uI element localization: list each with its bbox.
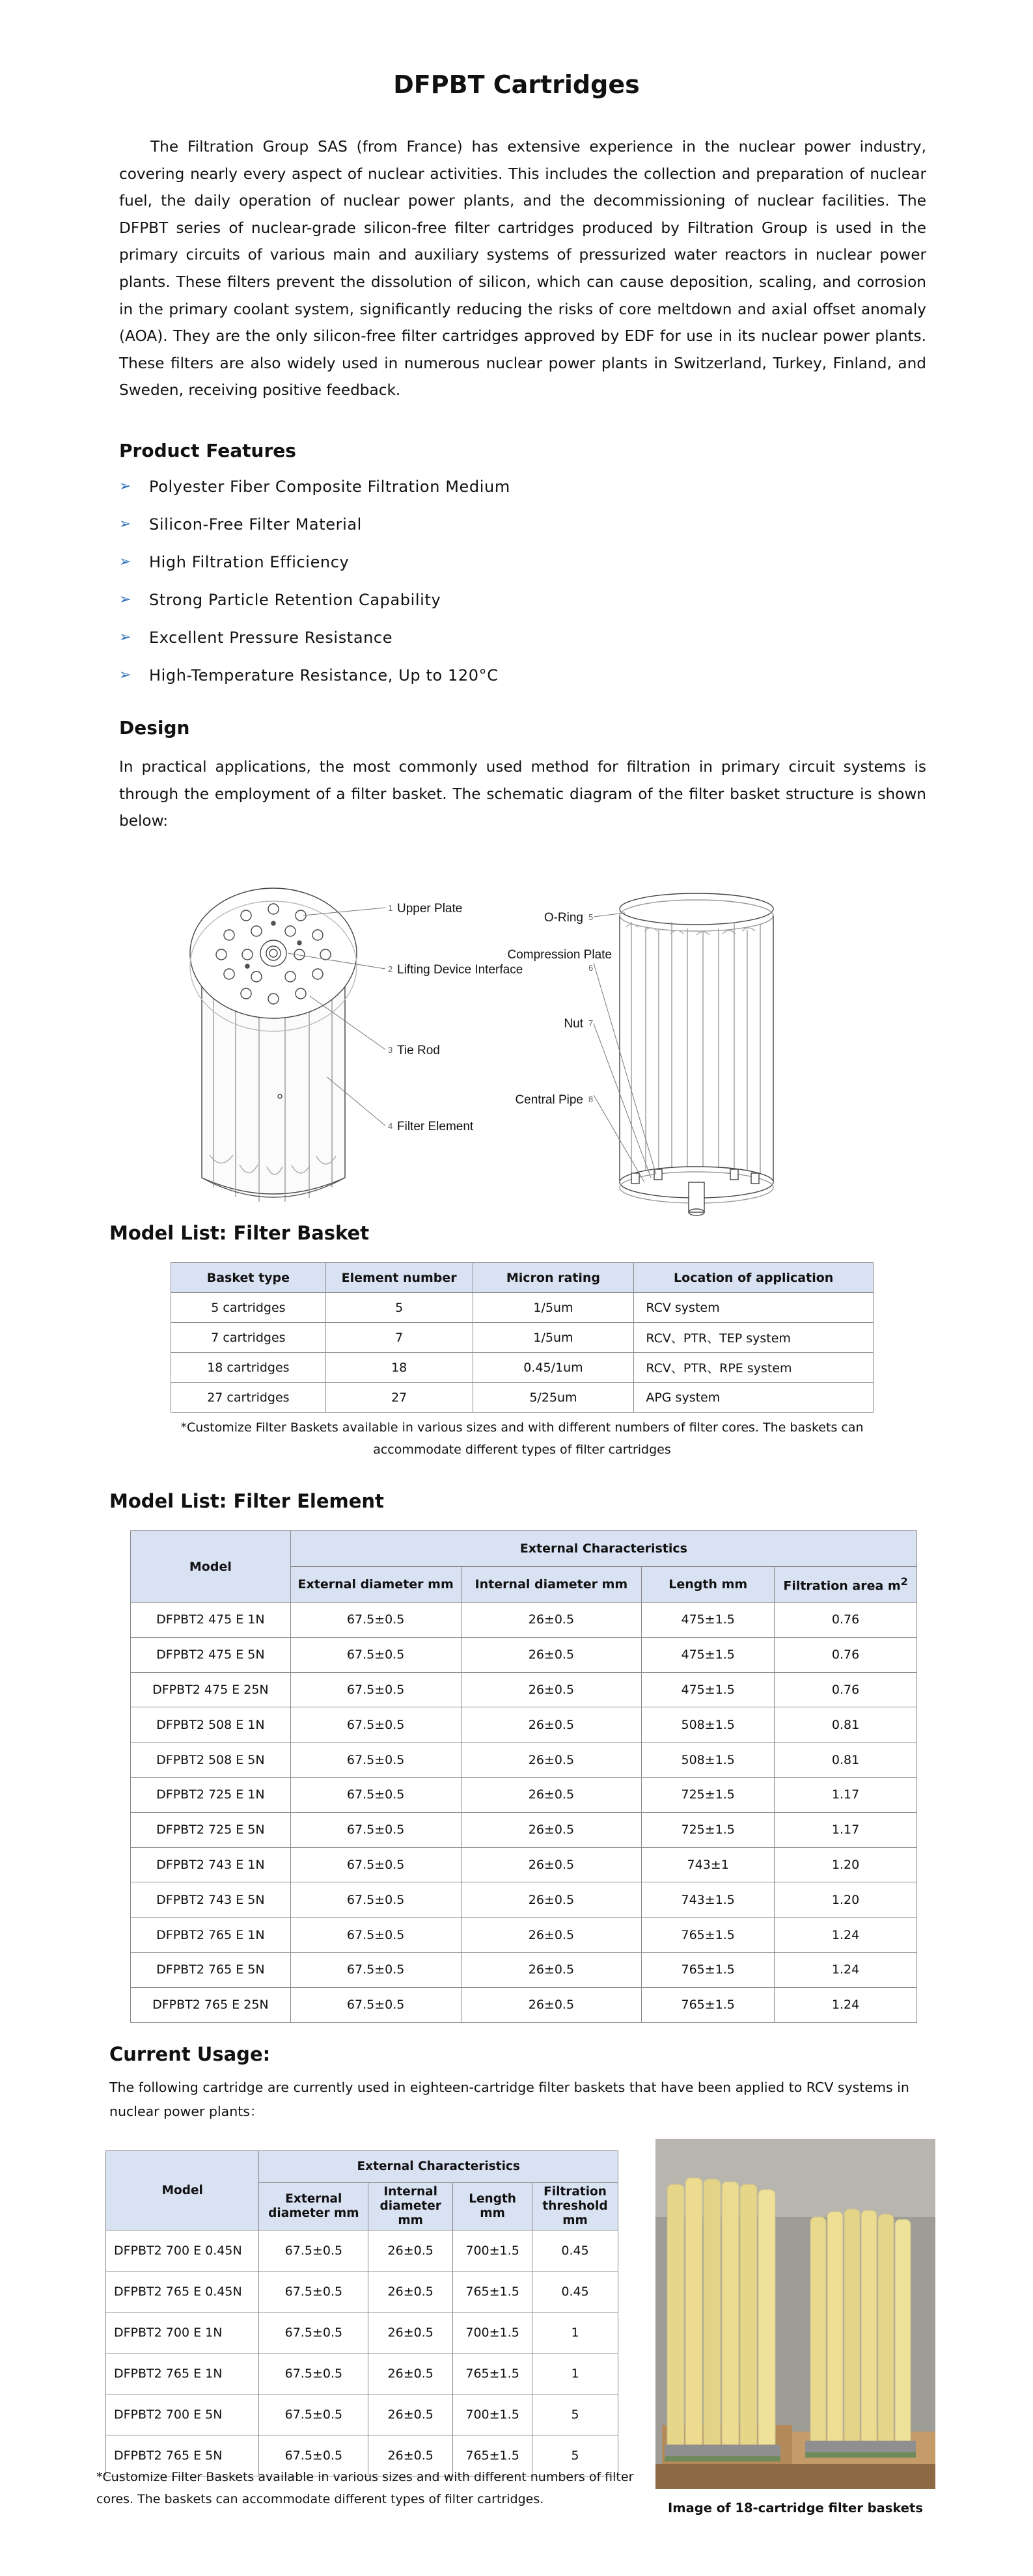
table-cell: 26±0.5	[368, 2435, 453, 2476]
table-cell: 26±0.5	[461, 1918, 642, 1953]
table-cell: 67.5±0.5	[290, 1672, 461, 1707]
table-cell: 508±1.5	[642, 1707, 775, 1742]
feature-text: Excellent Pressure Resistance	[149, 629, 393, 647]
label-compression-plate: Compression Plate	[507, 948, 612, 962]
table-cell: 765±1.5	[642, 1952, 775, 1987]
table-cell: DFPBT2 765 E 5N	[106, 2435, 259, 2476]
usage-heading: Current Usage:	[109, 2043, 271, 2065]
table-cell: DFPBT2 508 E 1N	[131, 1707, 291, 1742]
table-cell: DFPBT2 765 E 0.45N	[106, 2271, 259, 2312]
table-row	[131, 1742, 917, 1778]
col-header-line: Filtration	[544, 2185, 607, 2199]
col-header	[453, 2183, 532, 2230]
arrow-bullet-icon: ➢	[119, 516, 132, 532]
feature-item	[119, 477, 510, 515]
table-cell: 26±0.5	[461, 1847, 642, 1882]
label-o-ring: O-Ring	[544, 911, 583, 925]
table-cell: 26±0.5	[368, 2312, 453, 2353]
feature-text: Strong Particle Retention Capability	[149, 591, 441, 609]
table-cell: RCV、PTR、RPE system	[634, 1353, 874, 1383]
table-row	[131, 1952, 917, 1987]
table-cell: 67.5±0.5	[290, 1882, 461, 1918]
table-cell: DFPBT2 743 E 1N	[131, 1847, 291, 1882]
feature-text: Polyester Fiber Composite Filtration Medium	[149, 478, 510, 496]
label-upper-plate: Upper Plate	[397, 902, 463, 915]
right-basket-drawing	[620, 893, 773, 1215]
table-cell: 67.5±0.5	[290, 1637, 461, 1672]
table-cell: 26±0.5	[368, 2230, 453, 2271]
col-header-line: Length	[469, 2192, 516, 2206]
table-row	[131, 1918, 917, 1953]
features-list	[119, 477, 510, 703]
photo-caption: Image of 18-cartridge filter baskets	[668, 2501, 923, 2515]
table-cell: 765±1.5	[642, 1987, 775, 2022]
table-cell: DFPBT2 765 E 1N	[106, 2353, 259, 2394]
feature-text: High Filtration Efficiency	[149, 553, 350, 571]
table-cell: 1.17	[775, 1812, 917, 1847]
table-cell: 67.5±0.5	[259, 2312, 368, 2353]
table-cell: 27	[325, 1383, 473, 1413]
table-cell: 5	[532, 2394, 618, 2435]
arrow-bullet-icon: ➢	[119, 478, 132, 495]
table-row	[131, 1707, 917, 1742]
label-nut: Nut	[564, 1017, 583, 1031]
table-cell: DFPBT2 765 E 1N	[131, 1918, 291, 1953]
table-cell: APG system	[634, 1383, 874, 1413]
table-cell: 26±0.5	[461, 1672, 642, 1707]
col-header: External diameter mm	[290, 1567, 461, 1603]
table-row	[106, 2230, 618, 2271]
page-title: DFPBT Cartridges	[393, 70, 640, 99]
col-header: Length mm	[642, 1567, 775, 1603]
table-row	[131, 1847, 917, 1882]
label-num-4: 4	[388, 1121, 393, 1131]
table-cell: 743±1.5	[642, 1882, 775, 1918]
table-cell: 765±1.5	[453, 2435, 532, 2476]
label-lifting-device: Lifting Device Interface	[397, 963, 523, 977]
table-cell: 743±1	[642, 1847, 775, 1882]
table-cell: DFPBT2 743 E 5N	[131, 1882, 291, 1918]
table-header-row	[106, 2151, 618, 2183]
table-row	[131, 1882, 917, 1918]
col-header-line: mm	[562, 2214, 588, 2227]
col-header: Internal diameter mm	[461, 1567, 642, 1603]
table-cell: 5/25um	[473, 1383, 634, 1413]
arrow-bullet-icon: ➢	[119, 591, 132, 608]
table-row	[131, 1603, 917, 1638]
table-cell: 7 cartridges	[171, 1323, 326, 1353]
model-header: Model	[131, 1531, 291, 1603]
design-paragraph: In practical applications, the most commonly used method for filtration in primary circuit systems is through the employment of a filter basket. The schematic diagram of the filter basket structure is shown below:	[119, 758, 926, 830]
table-cell: 26±0.5	[461, 1603, 642, 1638]
label-num-2: 2	[388, 964, 393, 974]
left-basket-drawing	[190, 888, 357, 1202]
table-cell: DFPBT2 475 E 25N	[131, 1672, 291, 1707]
table-cell: 67.5±0.5	[259, 2435, 368, 2476]
table-cell: 475±1.5	[642, 1603, 775, 1638]
table-cell: 0.45	[532, 2271, 618, 2312]
usage-paragraph: The following cartridge are currently used in eighteen-cartridge filter baskets that have been applied to RCV systems in nuclear power plants：	[109, 2080, 909, 2119]
label-tie-rod: Tie Rod	[397, 1044, 440, 1057]
table-cell: 1.24	[775, 1987, 917, 2022]
basket-table	[171, 1262, 874, 1413]
col-header	[259, 2183, 368, 2230]
table-cell: 1	[532, 2312, 618, 2353]
col-header-line: mm	[398, 2214, 423, 2227]
model-header: Model	[106, 2151, 259, 2230]
usage-note-line: cores. The baskets can accommodate different types of filter cartridges.	[96, 2492, 544, 2506]
table-cell: 700±1.5	[453, 2312, 532, 2353]
label-central-pipe: Central Pipe	[515, 1093, 583, 1107]
table-cell: 1	[532, 2353, 618, 2394]
element-table	[130, 1530, 917, 2023]
table-cell: 5 cartridges	[171, 1293, 326, 1323]
table-cell: 0.81	[775, 1707, 917, 1742]
feature-item	[119, 628, 510, 666]
col-header: Location of application	[634, 1263, 874, 1293]
table-cell: DFPBT2 508 E 5N	[131, 1742, 291, 1778]
label-num-3: 3	[388, 1045, 393, 1055]
feature-item	[119, 666, 510, 703]
table-row	[131, 1637, 917, 1672]
table-cell: 26±0.5	[461, 1952, 642, 1987]
table-cell: 67.5±0.5	[290, 1987, 461, 2022]
table-cell: 26±0.5	[461, 1812, 642, 1847]
table-cell: 1.20	[775, 1882, 917, 1918]
filter-basket-photo	[655, 2139, 935, 2489]
table-header-row	[171, 1263, 874, 1293]
basket-note-line: *Customize Filter Baskets available in various sizes and with different numbers of filter cores. The baskets can	[180, 1420, 864, 1435]
table-row	[106, 2312, 618, 2353]
table-cell: 67.5±0.5	[259, 2353, 368, 2394]
table-row	[171, 1323, 874, 1353]
table-cell: DFPBT2 765 E 5N	[131, 1952, 291, 1987]
arrow-bullet-icon: ➢	[119, 629, 132, 645]
table-cell: 67.5±0.5	[290, 1707, 461, 1742]
table-cell: 7	[325, 1323, 473, 1353]
element-heading: Model List: Filter Element	[109, 1490, 384, 1512]
col-header-text: Filtration area m	[783, 1579, 901, 1593]
table-cell: 67.5±0.5	[290, 1847, 461, 1882]
col-header-line: External	[285, 2192, 342, 2206]
table-row	[171, 1383, 874, 1413]
col-header-filtration-area	[775, 1567, 917, 1603]
table-cell: 67.5±0.5	[290, 1777, 461, 1812]
table-cell: 765±1.5	[453, 2271, 532, 2312]
table-cell: 0.76	[775, 1637, 917, 1672]
table-row	[171, 1353, 874, 1383]
table-cell: 0.45/1um	[473, 1353, 634, 1383]
table-cell: RCV、PTR、TEP system	[634, 1323, 874, 1353]
table-cell: 5	[532, 2435, 618, 2476]
table-cell: 0.81	[775, 1742, 917, 1778]
table-cell: 67.5±0.5	[290, 1603, 461, 1638]
label-num-7: 7	[588, 1018, 594, 1028]
group-header: External Characteristics	[259, 2151, 618, 2183]
label-num-8: 8	[588, 1094, 594, 1104]
table-cell: 725±1.5	[642, 1777, 775, 1812]
basket-note	[171, 1417, 874, 1461]
design-heading: Design	[119, 717, 190, 739]
col-header: Micron rating	[473, 1263, 634, 1293]
table-cell: 27 cartridges	[171, 1383, 326, 1413]
basket-note-line: accommodate different types of filter cartridges	[373, 1443, 671, 1457]
table-cell: 1/5um	[473, 1293, 634, 1323]
table-row	[106, 2353, 618, 2394]
table-cell: 26±0.5	[461, 1987, 642, 2022]
table-cell: 18 cartridges	[171, 1353, 326, 1383]
table-cell: 1.20	[775, 1847, 917, 1882]
arrow-bullet-icon: ➢	[119, 667, 132, 683]
usage-table	[105, 2150, 618, 2476]
table-cell: RCV system	[634, 1293, 874, 1323]
table-cell: 18	[325, 1353, 473, 1383]
table-cell: 67.5±0.5	[290, 1952, 461, 1987]
table-cell: 26±0.5	[368, 2394, 453, 2435]
table-cell: 26±0.5	[368, 2353, 453, 2394]
table-cell: DFPBT2 725 E 5N	[131, 1812, 291, 1847]
table-cell: 475±1.5	[642, 1672, 775, 1707]
table-row	[106, 2394, 618, 2435]
table-cell: 700±1.5	[453, 2230, 532, 2271]
usage-note-line: *Customize Filter Baskets available in various sizes and with different numbers of filter	[96, 2470, 634, 2484]
table-cell: 508±1.5	[642, 1742, 775, 1778]
table-cell: 67.5±0.5	[259, 2394, 368, 2435]
usage-note	[96, 2466, 637, 2510]
table-cell: 26±0.5	[461, 1882, 642, 1918]
col-header-line: Internal	[383, 2185, 437, 2199]
table-cell: 26±0.5	[461, 1707, 642, 1742]
table-cell: 765±1.5	[453, 2353, 532, 2394]
feature-item	[119, 590, 510, 628]
col-header-line: diameter	[379, 2199, 441, 2213]
basket-heading: Model List: Filter Basket	[109, 1222, 370, 1244]
table-cell: DFPBT2 475 E 1N	[131, 1603, 291, 1638]
col-header-line: mm	[480, 2206, 505, 2220]
feature-item	[119, 552, 510, 590]
intro-paragraph: The Filtration Group SAS (from France) has extensive experience in the nuclear power industry, covering nearly every aspect of nuclear activities. This includes the collection and preparation of nuclear fuel, the daily operation of nuclear power plants, and the decommissioning of nuclear facilities. The DFPBT series of nuclear-grade silicon-free filter cartridges produced by Filtration Group is used in the primary circuits of various main and auxiliary systems of pressurized water reactors in nuclear power plants. These filters prevent the dissolution of silicon, which can cause deposition, scaling, and corrosion in the primary coolant system, significantly reducing the risks of core meltdown and axial offset anomaly (AOA). They are the only silicon-free filter cartridges approved by EDF for use in its nuclear power plants. These filters are also widely used in numerous nuclear power plants in Switzerland, Turkey, Finland, and Sweden, receiving positive feedback.	[119, 138, 926, 400]
table-cell: 700±1.5	[453, 2394, 532, 2435]
table-cell: 26±0.5	[461, 1777, 642, 1812]
table-cell: 67.5±0.5	[290, 1742, 461, 1778]
table-row	[171, 1293, 874, 1323]
feature-item	[119, 515, 510, 552]
table-cell: 1.24	[775, 1918, 917, 1953]
table-row	[131, 1672, 917, 1707]
col-header: Basket type	[171, 1263, 326, 1293]
table-cell: 765±1.5	[642, 1918, 775, 1953]
col-header	[532, 2183, 618, 2230]
col-header	[368, 2183, 453, 2230]
table-cell: 725±1.5	[642, 1812, 775, 1847]
table-row	[106, 2271, 618, 2312]
table-cell: 0.76	[775, 1672, 917, 1707]
table-cell: 0.76	[775, 1603, 917, 1638]
col-header: Element number	[325, 1263, 473, 1293]
features-heading: Product Features	[119, 440, 296, 461]
table-cell: DFPBT2 700 E 1N	[106, 2312, 259, 2353]
table-cell: 1.17	[775, 1777, 917, 1812]
table-header-row	[131, 1531, 917, 1567]
feature-text: High-Temperature Resistance, Up to 120°C	[149, 666, 499, 685]
table-cell: 0.45	[532, 2230, 618, 2271]
table-cell: 26±0.5	[461, 1637, 642, 1672]
col-header-line: threshold	[542, 2199, 608, 2213]
superscript: 2	[900, 1575, 908, 1588]
table-cell: DFPBT2 700 E 5N	[106, 2394, 259, 2435]
table-cell: 67.5±0.5	[259, 2230, 368, 2271]
label-num-6: 6	[588, 963, 594, 973]
table-row	[131, 1812, 917, 1847]
group-header: External Characteristics	[290, 1531, 916, 1567]
table-cell: DFPBT2 725 E 1N	[131, 1777, 291, 1812]
table-cell: 67.5±0.5	[290, 1918, 461, 1953]
table-cell: 1/5um	[473, 1323, 634, 1353]
table-cell: 26±0.5	[368, 2271, 453, 2312]
col-header-line: diameter mm	[268, 2206, 359, 2220]
table-cell: DFPBT2 700 E 0.45N	[106, 2230, 259, 2271]
feature-text: Silicon-Free Filter Material	[149, 515, 362, 534]
table-cell: 475±1.5	[642, 1637, 775, 1672]
table-cell: 5	[325, 1293, 473, 1323]
filter-basket-diagram	[176, 882, 853, 1220]
label-filter-element: Filter Element	[397, 1120, 474, 1133]
table-cell: 67.5±0.5	[259, 2271, 368, 2312]
table-cell: 26±0.5	[461, 1742, 642, 1778]
table-cell: 1.24	[775, 1952, 917, 1987]
label-num-5: 5	[588, 912, 594, 922]
label-num-1: 1	[388, 903, 393, 913]
table-cell: DFPBT2 475 E 5N	[131, 1637, 291, 1672]
table-row	[131, 1987, 917, 2022]
table-row	[131, 1777, 917, 1812]
table-cell: 67.5±0.5	[290, 1812, 461, 1847]
arrow-bullet-icon: ➢	[119, 554, 132, 570]
table-cell: DFPBT2 765 E 25N	[131, 1987, 291, 2022]
